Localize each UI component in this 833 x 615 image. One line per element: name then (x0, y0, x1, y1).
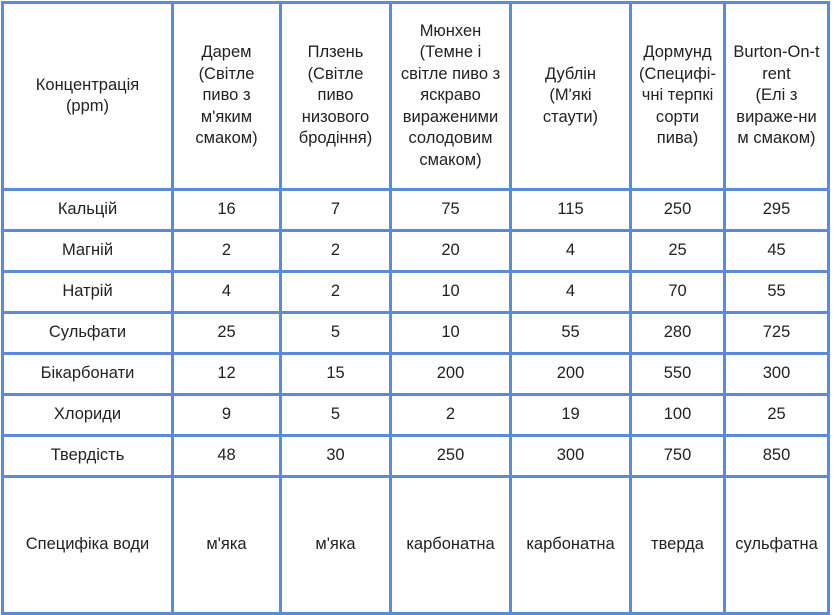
column-header-durham (173, 3, 281, 190)
table-cell: 115 (511, 190, 631, 231)
table-row-magnesium (3, 231, 829, 272)
table-cell: сульфатна (725, 477, 829, 614)
table-cell: карбонатна (511, 477, 631, 614)
column-header-munich (391, 3, 511, 190)
corner-header-cell (3, 3, 173, 190)
table-cell: карбонатна (391, 477, 511, 614)
table-cell: 4 (511, 272, 631, 313)
table-cell: 75 (391, 190, 511, 231)
table-row-hardness (3, 436, 829, 477)
column-header-text: Плзень (Світле пиво низового бродіння) (298, 43, 373, 148)
table-cell: 7 (281, 190, 391, 231)
table-cell: 25 (173, 313, 281, 354)
table-row-chlorides (3, 395, 829, 436)
column-header-burton (725, 3, 829, 190)
column-header-dublin (511, 3, 631, 190)
table-cell: 850 (725, 436, 829, 477)
table-cell: 100 (631, 395, 725, 436)
table-cell: 12 (173, 354, 281, 395)
table-cell: 16 (173, 190, 281, 231)
table-cell: 55 (725, 272, 829, 313)
table-cell: 5 (281, 395, 391, 436)
table-cell: 10 (391, 272, 511, 313)
row-label: Натрій (3, 272, 173, 313)
table-cell: м'яка (281, 477, 391, 614)
table-cell: 300 (511, 436, 631, 477)
table-cell: 550 (631, 354, 725, 395)
column-header-text: Дарем (Світле пиво з м'яким смаком) (195, 43, 258, 148)
table-cell: 295 (725, 190, 829, 231)
table-cell: 9 (173, 395, 281, 436)
table-cell: 750 (631, 436, 725, 477)
table-cell: 250 (391, 436, 511, 477)
table-cell: 55 (511, 313, 631, 354)
table-cell: 20 (391, 231, 511, 272)
column-header-plzen (281, 3, 391, 190)
table-row-water-type (3, 477, 829, 614)
column-header-text: Дублін (М'які стаути) (542, 64, 599, 126)
table-cell: 300 (725, 354, 829, 395)
table-cell: 200 (391, 354, 511, 395)
row-label: Хлориди (3, 395, 173, 436)
table-cell: 10 (391, 313, 511, 354)
table-row-sodium (3, 272, 829, 313)
water-composition-table (1, 1, 830, 615)
table-cell: 25 (631, 231, 725, 272)
table-cell: 70 (631, 272, 725, 313)
table-cell: 45 (725, 231, 829, 272)
table-cell: 725 (725, 313, 829, 354)
table-row-bicarbonates (3, 354, 829, 395)
row-label: Специфіка води (3, 477, 173, 614)
row-label: Кальцій (3, 190, 173, 231)
table-cell: м'яка (173, 477, 281, 614)
table-cell: 19 (511, 395, 631, 436)
table-cell: 15 (281, 354, 391, 395)
table-row-sulfates (3, 313, 829, 354)
table-cell: 250 (631, 190, 725, 231)
column-header-dortmund (631, 3, 725, 190)
table-cell: 4 (173, 272, 281, 313)
column-header-text: Burton-On-t rent (Елі з вираже-ни м смаком) (733, 43, 820, 148)
table-cell: 200 (511, 354, 631, 395)
column-header-text: Дормунд (Специфі- чні терпкі сорти пива) (639, 43, 716, 148)
table-cell: 5 (281, 313, 391, 354)
row-label: Сульфати (3, 313, 173, 354)
table-cell: тверда (631, 477, 725, 614)
concentration-header: Концентрація (ppm) (35, 75, 140, 115)
table-cell: 2 (281, 231, 391, 272)
table-cell: 2 (391, 395, 511, 436)
table-cell: 48 (173, 436, 281, 477)
table-cell: 2 (173, 231, 281, 272)
table-cell: 2 (281, 272, 391, 313)
column-header-text: Мюнхен (Темне і світле пиво з яскраво вираженими солодовим смаком) (400, 21, 501, 169)
row-label: Магній (3, 231, 173, 272)
header-row (3, 3, 829, 190)
table-cell: 30 (281, 436, 391, 477)
table-cell: 4 (511, 231, 631, 272)
row-label: Бікарбонати (3, 354, 173, 395)
table-row-calcium (3, 190, 829, 231)
row-label: Твердість (3, 436, 173, 477)
table-cell: 25 (725, 395, 829, 436)
water-composition-table-container (0, 1, 833, 615)
table-cell: 280 (631, 313, 725, 354)
